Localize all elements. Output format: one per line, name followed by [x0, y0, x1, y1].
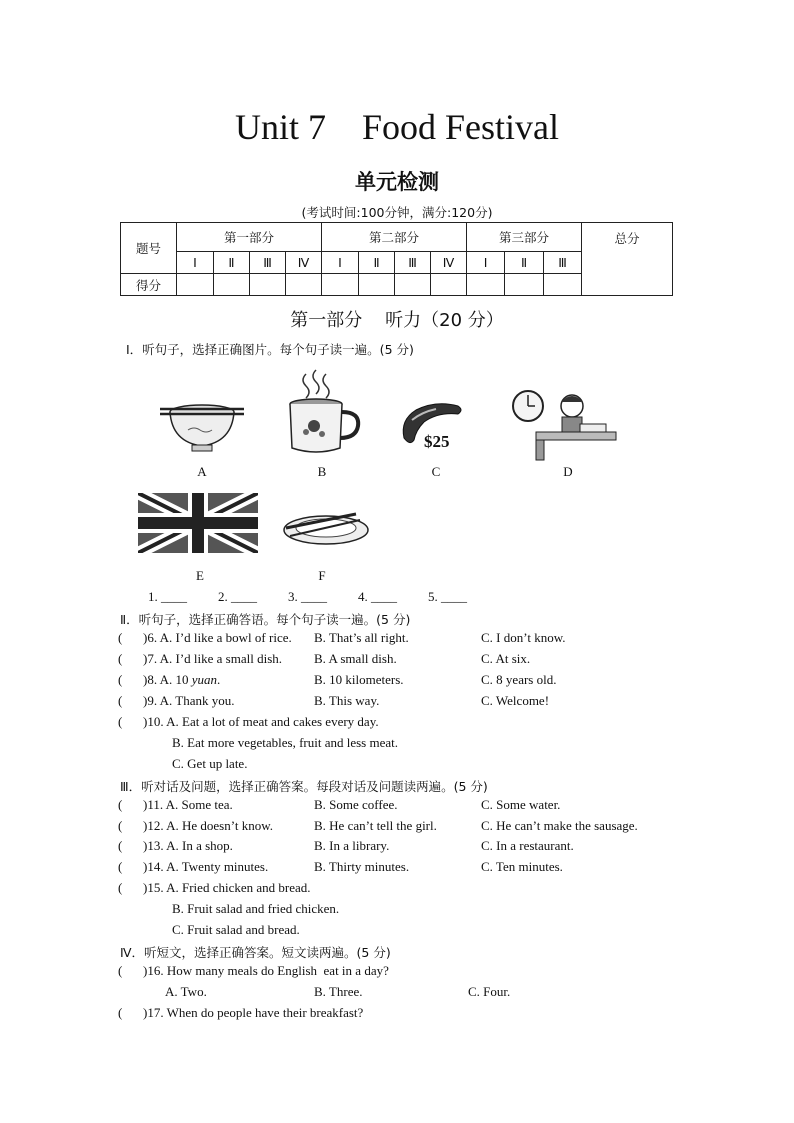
answer-bracket[interactable]: ( [118, 880, 123, 895]
score-col: Ⅲ [544, 252, 582, 274]
exam-info: (考试时间:100分钟，满分:120分) [301, 205, 493, 220]
option-b: B. That’s all right. [314, 630, 409, 645]
question-13: )13. A. In a shop. [143, 838, 233, 853]
option-c: C. Get up late. [172, 756, 248, 771]
option-a: A. Two. [165, 984, 207, 999]
question-9: )9. A. Thank you. [143, 693, 235, 708]
answer-bracket[interactable]: ( [118, 859, 123, 874]
score-cell[interactable] [395, 274, 431, 296]
option-c: C. Ten minutes. [481, 859, 563, 874]
score-col: Ⅳ [286, 252, 322, 274]
page-subtitle: 单元检测 [355, 170, 439, 194]
answer-bracket[interactable]: ( [118, 714, 123, 729]
question-7: )7. A. I’d like a small dish. [143, 651, 283, 666]
picture-label: E [196, 568, 204, 583]
score-col: Ⅲ [250, 252, 286, 274]
page-title: Unit 7 Food Festival [234, 107, 560, 147]
question-8 [143, 672, 220, 688]
option-b: B. Three. [314, 984, 363, 999]
option-b: B. In a library. [314, 838, 390, 853]
option-c: C. Some water. [481, 797, 561, 812]
score-cell[interactable] [431, 274, 467, 296]
option-c: C. I don’t know. [481, 630, 566, 645]
option-c: C. Welcome! [481, 693, 550, 708]
score-cell[interactable] [544, 274, 582, 296]
score-table-part1: 第一部分 [177, 223, 322, 252]
answer-blank[interactable]: 2. ____ [218, 589, 257, 604]
score-table-part3: 第三部分 [467, 223, 582, 252]
question-8-end: . [217, 672, 221, 687]
score-table-label-score: 得分 [121, 274, 177, 296]
question-15: )15. A. Fried chicken and bread. [143, 880, 311, 895]
score-cell[interactable] [177, 274, 214, 296]
picture-label: B [317, 464, 327, 479]
plate-cutlery-picture [280, 506, 370, 548]
option-c: C. Four. [468, 984, 511, 999]
answer-bracket[interactable]: ( [118, 797, 123, 812]
option-b: B. This way. [314, 693, 380, 708]
answer-bracket[interactable]: ( [118, 630, 123, 645]
answer-bracket[interactable]: ( [118, 838, 123, 853]
picture-label: D [563, 464, 573, 479]
boy-clock-picture [510, 388, 618, 462]
score-col: Ⅳ [431, 252, 467, 274]
question-10: )10. A. Eat a lot of meat and cakes every day. [143, 714, 379, 729]
question-16: )16. How many meals do English eat in a day? [143, 963, 389, 978]
mug-picture [284, 368, 364, 456]
answer-blank[interactable]: 5. ____ [428, 589, 467, 604]
option-b: B. Thirty minutes. [314, 859, 410, 874]
option-b: B. He can’t tell the girl. [314, 818, 437, 833]
question-8-text: )8. A. 10 [143, 672, 192, 687]
option-b: B. Some coffee. [314, 797, 398, 812]
price-label: $25 [424, 432, 450, 451]
score-col: Ⅰ [467, 252, 505, 274]
score-table [120, 222, 673, 296]
option-b: B. A small dish. [314, 651, 397, 666]
score-col: Ⅱ [214, 252, 250, 274]
score-cell[interactable] [286, 274, 322, 296]
score-table-part2: 第二部分 [322, 223, 467, 252]
question-8-unit: yuan [191, 672, 218, 687]
section2-heading: Ⅱ．听句子，选择正确答语。每个句子读一遍。(5 分) [120, 612, 411, 627]
score-table-label-question: 题号 [121, 223, 177, 274]
score-col: Ⅱ [505, 252, 544, 274]
score-col: Ⅰ [177, 252, 214, 274]
answer-blank[interactable]: 3. ____ [288, 589, 327, 604]
section4-heading: Ⅳ．听短文，选择正确答案。短文读两遍。(5 分) [120, 945, 391, 960]
question-11: )11. A. Some tea. [143, 797, 233, 812]
section1-heading: Ⅰ．听句子，选择正确图片。每个句子读一遍。(5 分) [126, 342, 414, 357]
option-c: C. Fruit salad and bread. [172, 922, 300, 937]
option-c: C. 8 years old. [481, 672, 557, 687]
picture-label: F [318, 568, 326, 583]
uk-flag-picture [138, 493, 258, 553]
option-c: C. At six. [481, 651, 531, 666]
answer-bracket[interactable]: ( [118, 651, 123, 666]
picture-label: C [431, 464, 441, 479]
answer-bracket[interactable]: ( [118, 672, 123, 687]
picture-label: A [197, 464, 207, 479]
option-b: B. Eat more vegetables, fruit and less meat. [172, 735, 398, 750]
score-cell[interactable] [359, 274, 395, 296]
score-col: Ⅱ [359, 252, 395, 274]
option-c: C. He can’t make the sausage. [481, 818, 638, 833]
question-12: )12. A. He doesn’t know. [143, 818, 273, 833]
option-c: C. In a restaurant. [481, 838, 574, 853]
answer-blank[interactable]: 1. ____ [148, 589, 187, 604]
score-cell[interactable] [250, 274, 286, 296]
score-col: Ⅰ [322, 252, 359, 274]
score-col: Ⅲ [395, 252, 431, 274]
answer-bracket[interactable]: ( [118, 818, 123, 833]
option-b: B. Fruit salad and fried chicken. [172, 901, 340, 916]
answer-bracket[interactable]: ( [118, 1005, 123, 1020]
answer-bracket[interactable]: ( [118, 963, 123, 978]
question-6: )6. A. I’d like a bowl of rice. [143, 630, 292, 645]
question-17: )17. When do people have their breakfast? [143, 1005, 364, 1020]
score-table-total: 总分 [582, 223, 673, 296]
score-cell[interactable] [467, 274, 505, 296]
part-title: 第一部分 听力（20 分） [290, 310, 504, 331]
bowl-chopsticks-picture [158, 398, 246, 456]
score-cell[interactable] [505, 274, 544, 296]
score-cell[interactable] [214, 274, 250, 296]
answer-blank[interactable]: 4. ____ [358, 589, 397, 604]
answer-bracket[interactable]: ( [118, 693, 123, 708]
section3-heading: Ⅲ．听对话及问题，选择正确答案。每段对话及问题读两遍。(5 分) [120, 779, 488, 794]
score-cell[interactable] [322, 274, 359, 296]
option-b: B. 10 kilometers. [314, 672, 404, 687]
question-14: )14. A. Twenty minutes. [143, 859, 269, 874]
